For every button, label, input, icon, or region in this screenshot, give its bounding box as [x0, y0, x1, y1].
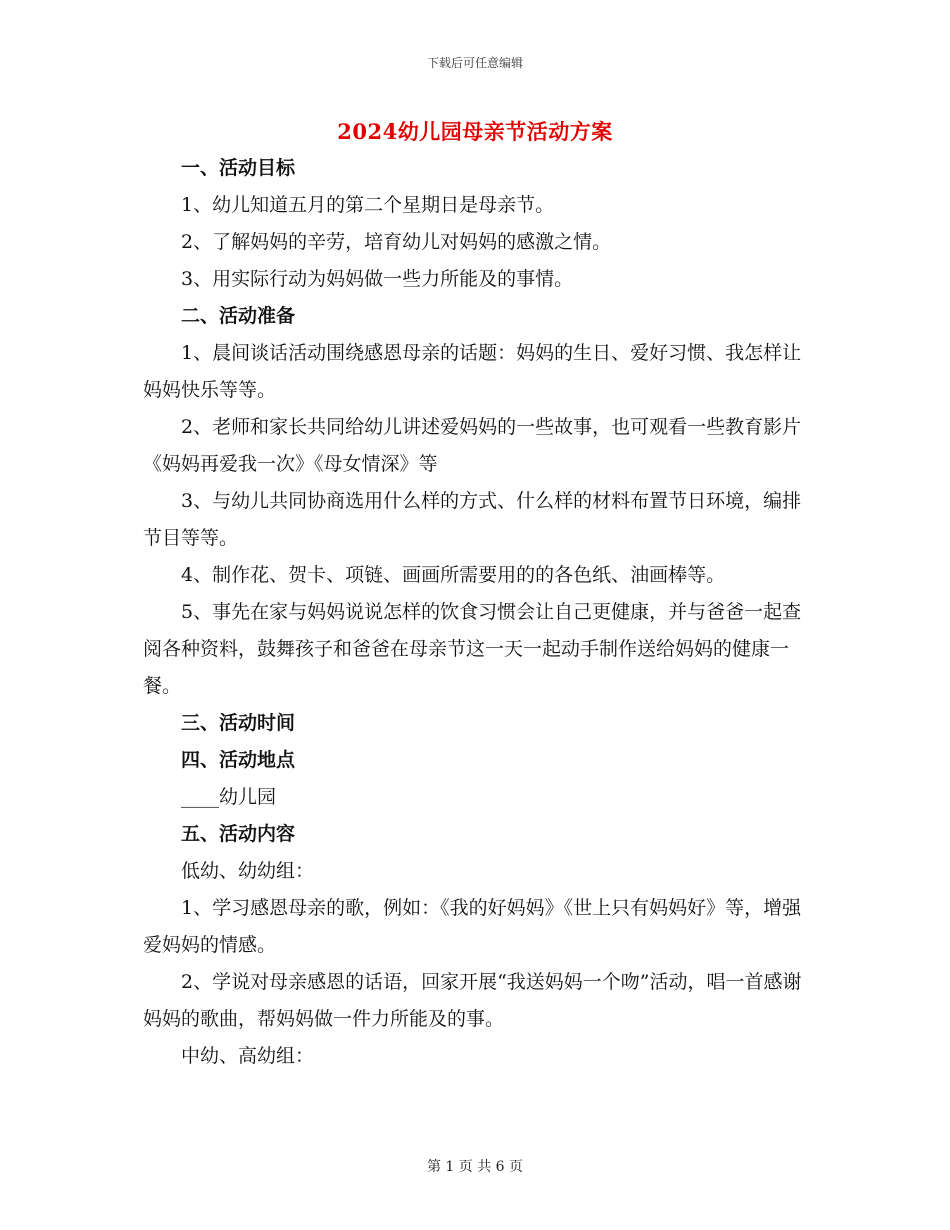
paragraph: 3、用实际行动为妈妈做一些力所能及的事情。	[181, 268, 574, 290]
paragraph: 2、了解妈妈的辛劳，培育幼儿对妈妈的感激之情。	[181, 231, 612, 253]
paragraph: 4、制作花、贺卡、项链、画画所需要用的的各色纸、油画棒等。	[181, 564, 726, 586]
document-body	[143, 150, 811, 1075]
page-number: 第 1 页 共 6 页	[426, 1159, 524, 1175]
paragraph: 低幼、幼幼组：	[181, 860, 315, 882]
paragraph: 2、老师和家长共同给幼儿讲述爱妈妈的一些故事，也可观看一些教育影片《妈妈再爱我一次》《母女情深》等	[143, 416, 802, 475]
section-heading-goals: 一、活动目标	[181, 157, 296, 179]
paragraph: 1、学习感恩母亲的歌，例如：《我的好妈妈》《世上只有妈妈好》等，增强爱妈妈的情感。	[143, 897, 802, 956]
paragraph: 1、晨间谈话活动围绕感恩母亲的话题：妈妈的生日、爱好习惯、我怎样让妈妈快乐等等。	[143, 342, 802, 401]
paragraph: 1、幼儿知道五月的第二个星期日是母亲节。	[181, 194, 555, 216]
section-heading-preparation: 二、活动准备	[181, 305, 296, 327]
header-note: 下载后可任意编辑	[426, 56, 523, 70]
paragraph: 3、与幼儿共同协商选用什么样的方式、什么样的材料布置节日环境，编排节目等等。	[143, 490, 802, 549]
section-heading-location: 四、活动地点	[181, 749, 296, 771]
paragraph: ____幼儿园	[181, 786, 277, 808]
document-title: 2024幼儿园母亲节活动方案	[337, 119, 613, 144]
section-heading-content: 五、活动内容	[181, 823, 296, 845]
paragraph: 中幼、高幼组：	[181, 1045, 315, 1067]
paragraph: 2、学说对母亲感恩的话语，回家开展“我送妈妈一个吻”活动，唱一首感谢妈妈的歌曲，帮妈妈做一件力所能及的事。	[143, 971, 802, 1030]
section-heading-time: 三、活动时间	[181, 712, 296, 734]
paragraph: 5、事先在家与妈妈说说怎样的饮食习惯会让自己更健康，并与爸爸一起查阅各种资料，鼓舞孩子和爸爸在母亲节这一天一起动手制作送给妈妈的健康一餐。	[143, 601, 802, 697]
